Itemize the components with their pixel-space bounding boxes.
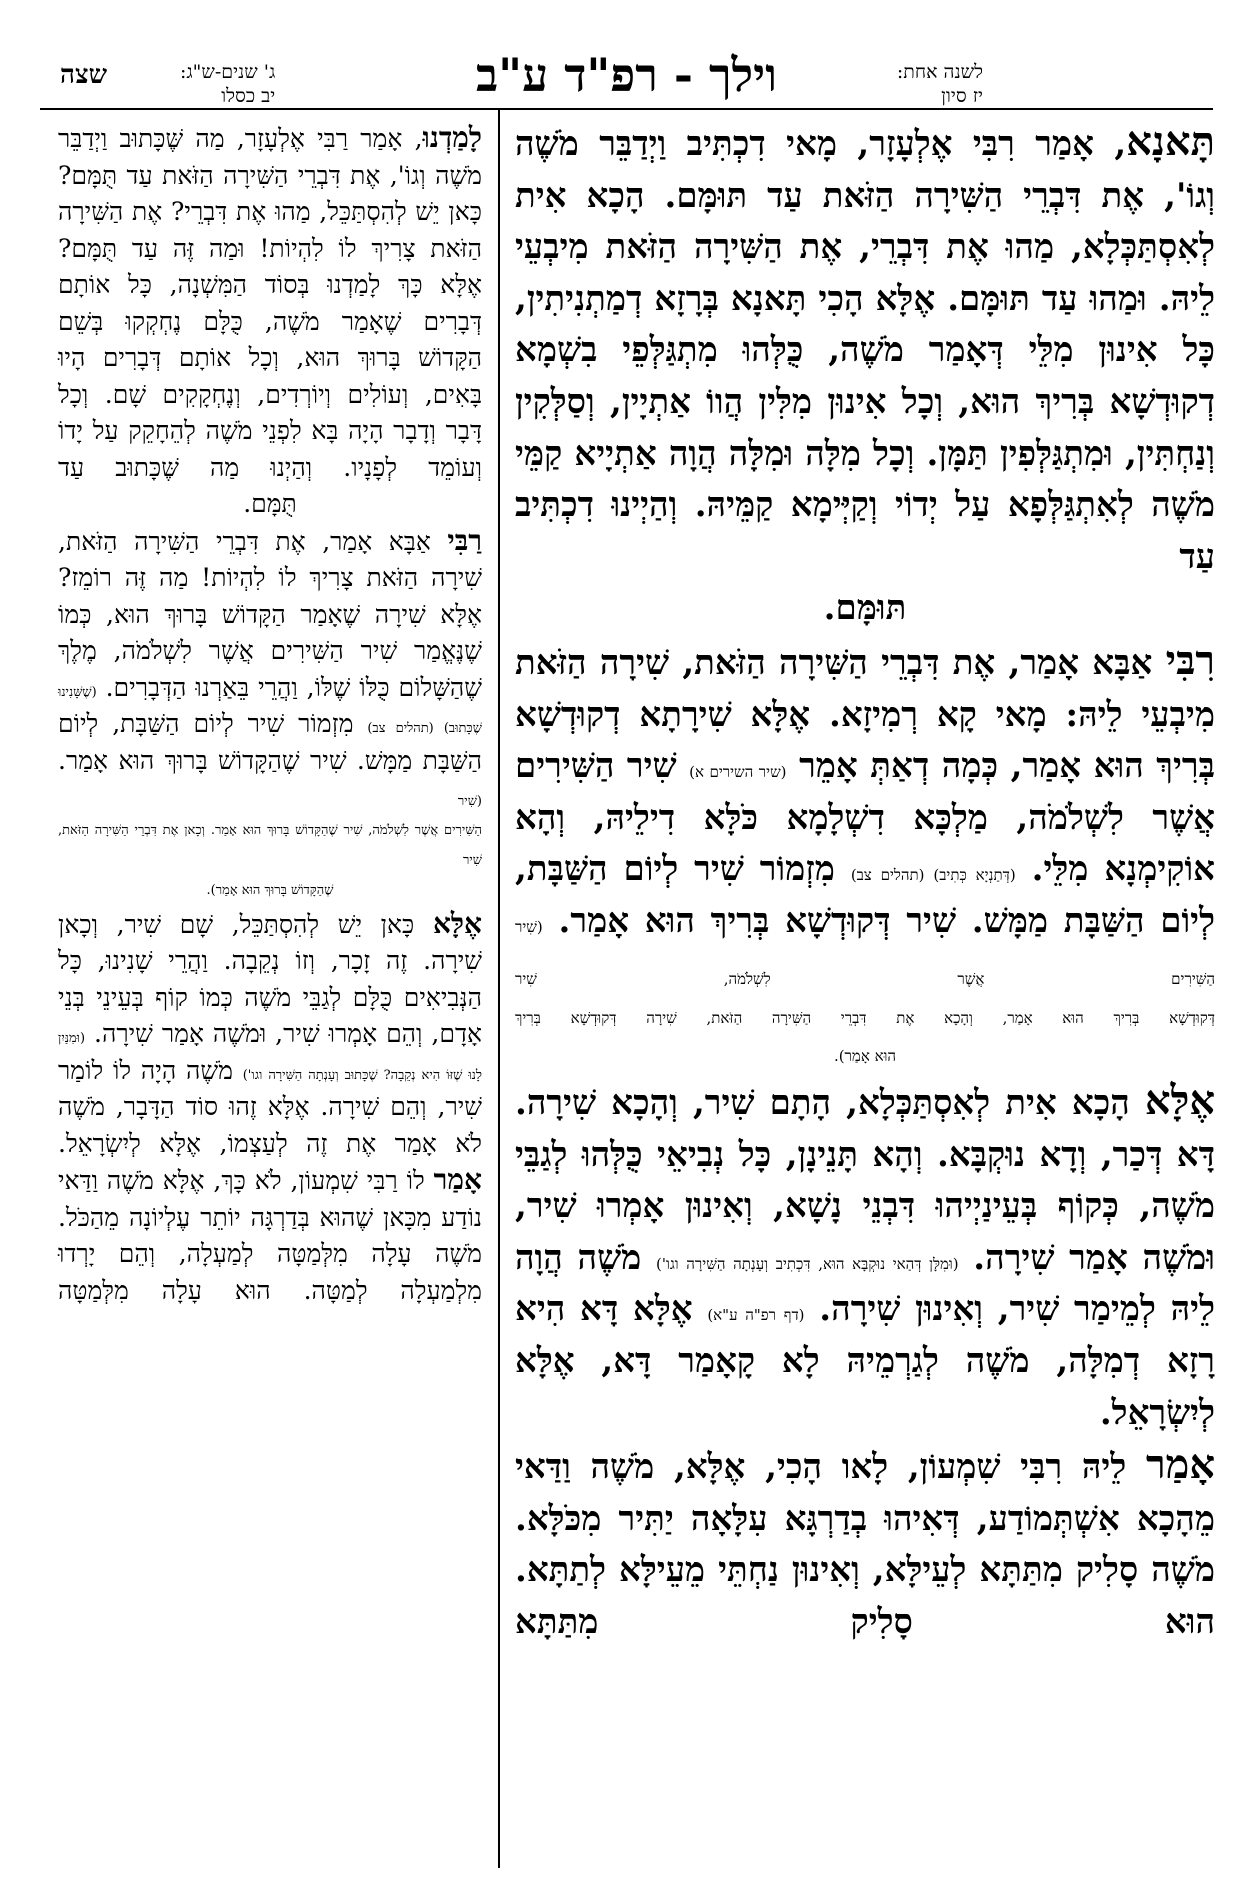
main-p2-opening-word: רִבִּי xyxy=(1165,636,1215,684)
main-p1-opening-word: תָּאנָא xyxy=(1126,118,1215,165)
side-p3-text-a: כָּאן יֵשׁ לְהִסְתַּכֵּל, שָׁם שִׁיר, וְכָאן שִׁירָה. זֶה זָכָר, וְזוֹ נְקֵבָה. וַהֲרֵי שָׁנִינוּ, כָּל הַנְּבִיאִים כֻּלָּם לְגַבֵּי מֹשֶׁה כְּמוֹ קוֹף בְּעֵינֵי בְּנֵי אָדָם, וְהֵם אָמְרוּ שִׁיר, וּמֹשֶׁה אָמַר שִׁירָה. xyxy=(58,909,482,1048)
column-divider xyxy=(498,108,500,1868)
side-p2-text-b: מִזְמוֹר שִׁיר לְיוֹם הַשַּׁבָּת, לְיוֹם הַשַּׁבָּת מַמָּשׁ. שִׁיר שֶׁהַקָּדוֹשׁ בָּרוּךְ הוּא אָמַר. xyxy=(58,709,482,775)
main-p3-reference-1: (וּמִלָּן דְּהַאי נוּקְבָּא הוּא, דִּכְתִיב וְעָנְתָה הַשִּׁירָה וגו') xyxy=(656,1254,959,1273)
side-p2-text-a: אַבָּא אָמַר, אֶת דִּבְרֵי הַשִּׁירָה הַזֹּאת, שִׁירָה הַזֹּאת צָרִיךְ לוֹ לִהְיוֹת! מַה זֶּה רוֹמֵז? אֶלָּא שִׁירָה שֶׁאָמַר הַקָּדוֹשׁ בָּרוּךְ הוּא, כְּמוֹ שֶׁנֶּאֱמַר שִׁיר הַשִּׁירִים אֲשֶׁר לִשְׁלֹמֹה, מֶלֶךְ שֶׁהַשָּׁלוֹם כֻּלּוֹ שֶׁלּוֹ, וַהֲרֵי בֵּאַרְנוּ הַדְּבָרִים. xyxy=(58,526,482,702)
side-p4-opening-word: אָמַר xyxy=(433,1163,482,1196)
main-column xyxy=(515,116,1215,1649)
header-left xyxy=(180,60,275,108)
main-paragraph-4 xyxy=(515,1439,1215,1648)
side-p2-reference-1: (שֶׁשָּׁנִינוּ שֶׁכָּתוּב) (תהלים צב) xyxy=(58,684,482,736)
side-p3-reference-1: (וּמִנַּיִן לָנוּ שֶׁזּוֹ הִיא נְקֵבָה? שֶׁכָּתוּב וְעָנְתָה הַשִּׁירָה וגו') xyxy=(58,1031,482,1083)
main-p3-text-b: מֹשֶׁה הֲוָה לֵיהּ לְמֵימַר שִׁיר, וְאִינוּן שִׁירָה. xyxy=(515,1237,1215,1330)
header-right-line2: יז סיון xyxy=(941,85,983,107)
header-right-line1: לשנה אחת: xyxy=(896,61,983,83)
main-p3-opening-word: אֶלָּא xyxy=(1144,1077,1215,1125)
main-p4-opening-word: אָמַר xyxy=(1145,1441,1215,1489)
main-paragraph-1 xyxy=(515,116,1215,583)
side-p2-opening-word: רַבִּי xyxy=(447,523,482,557)
side-paragraph-1 xyxy=(58,120,482,486)
side-paragraph-2 xyxy=(58,523,482,816)
main-p1-end: תּוּמָּם. xyxy=(823,588,907,629)
side-p2-note-end: שֶׁהַקָּדוֹשׁ בָּרוּךְ הוּא אָמַר). xyxy=(206,882,334,898)
header-rule xyxy=(40,108,1213,110)
header-left-line1: ג' שנים-ש"ג: xyxy=(180,61,276,83)
main-p2-reference-1: (שיר השירים א) xyxy=(689,763,787,782)
main-p2-reference-3: (שִׁיר הַשִּׁירִים אֲשֶׁר לִשְׁלֹמֹה, שִׁיר xyxy=(515,917,1215,988)
main-paragraph-2 xyxy=(515,635,1215,999)
page-title: וילך - רפ"ד ע"ב xyxy=(476,48,777,102)
side-p2-reference-2: (שִׁיר xyxy=(457,794,482,809)
header-left-line2: יב כסלו xyxy=(221,85,276,107)
main-p2-text-a: אַבָּא אָמַר, אֶת דִּבְרֵי הַשִּׁירָה הַזֹּאת, שִׁירָה הַזֹּאת מִיבְעֵי לֵיהּ: מָאי קָא רְמִיזָא. אֶלָּא שִׁירָתָא דְקוּדְשָׁא בְּרִיךְ הוּא אָמַר, כְּמָה דְאַתְּ אָמֵר xyxy=(515,642,1215,787)
main-p2-note: דְּקוּדְשָׁא בְּרִיךְ הוּא אָמַר, וְהָכָא אֶת דִּבְרֵי הַשִּׁירָה הַזֹּאת, שִׁירָה דְּקוּדְשָׁא בְּרִיךְ xyxy=(515,1009,1215,1028)
side-p3-opening-word: אֶלָּא xyxy=(432,906,482,940)
main-p2-text-c: מִזְמוֹר שִׁיר לְיוֹם הַשַּׁבָּת, לְיוֹם הַשַּׁבָּת מַמָּשׁ. שִׁיר דְּקוּדְשָׁא בְּרִיךְ הוּא אָמַר. xyxy=(515,849,1215,941)
main-p1-text: , אָמַר רִבִּי אֶלְעָזָר, מָאי דִכְתִּיב וַיְדַבֵּר מֹשֶׁה וְגוֹ', אֶת דִּבְרֵי הַשִּׁירָה הַזֹּאת עַד תּוּמָּם. הָכָא אִית לְאִסְתַּכְּלָא, מַהוּ אֶת דִּבְרֵי, אֶת הַשִּׁירָה הַזֹּאת מִיבְעֵי לֵיהּ. וּמַהוּ עַד תּוּמָּם. אֶלָּא הָכִי תָּאנָא בְּרָזָא דְמַתְנִיתִין, כָּל אִינוּן מִלֵּי דְּאָמַר מֹשֶׁה, כֻּלְּהוּ מִתְגַּלְּפֵי בִשְׁמָא דְקוּדְשָׁא בְּרִיךְ הוּא, וְכָל אִינוּן מִלִּין הֲווֹ אַתְיָין, וְסַלְּקִין וְנַחְתִּין, וּמִתְגַּלְּפִין תַּמָּן. וְכָל מִלָּה וּמִלָּה הֲוָה אַתְיָיא קַמֵּי מֹשֶׁה לְאִתְגַּלְּפָא עַל יְדוֹי וְקַיְּימָא קַמֵּיהּ. וְהַיְינוּ דִכְתִּיב עַד xyxy=(515,124,1215,577)
side-p1-end: תֻּמָּם. xyxy=(243,489,297,518)
main-p3-reference-2: (דף רפ"ה ע"א) xyxy=(707,1306,805,1325)
side-column xyxy=(58,120,482,1309)
main-paragraph-3 xyxy=(515,1075,1215,1439)
side-paragraph-3 xyxy=(58,906,482,1163)
main-p3-text-a: הָכָא אִית לְאִסְתַּכְּלָא, הָתָם שִׁיר, וְהָכָא שִׁירָה. דָּא דְּכַר, וְדָא נוּקְבָּא. וְהָא תָּנֵינָן, כָּל נְבִיאֵי כֻּלְּהוּ לְגַבֵּי מֹשֶׁה, כְּקוֹף בְּעֵינַיְיהוּ דִּבְנֵי נָשָׁא, וְאִינוּן אָמְרוּ שִׁיר, וּמֹשֶׁה אָמַר שִׁירָה. xyxy=(515,1083,1215,1278)
side-p4-text: לוֹ רַבִּי שִׁמְעוֹן, לֹא כָּךְ, אֶלָּא מֹשֶׁה וַדַּאי נוֹדַע מִכָּאן שֶׁהוּא בְּדַרְגָּה יוֹתֵר עֶלְיוֹנָה מֵהַכֹּל. מֹשֶׁה עָלָה מִלְּמַטָּה לְמַעְלָה, וְהֵם יָרְדוּ מִלְמַעְלָה לְמַטָּה. הוּא עָלָה מִלְּמַטָּה xyxy=(58,1166,482,1305)
main-p2-text-b: שִׁיר הַשִּׁירִים אֲשֶׁר לִשְׁלֹמֹה, מַלְכָּא דִשְׁלָמָא כֹּלָּא דִילֵיהּ, וְהָא אוֹקִימְנָא מִלֵּי. xyxy=(515,746,1216,890)
main-p3-text-c: אֶלָּא דָּא הִיא רָזָא דְמִלָּה, מֹשֶׁה לְגַרְמֵיהּ לָא קָאָמַר דָּא, אֶלָּא לְיִשְׂרָאֵל. xyxy=(515,1289,1215,1433)
side-p2-note: הַשִּׁירִים אֲשֶׁר לִשְׁלֹמֹה, שִׁיר שֶׁהַקָּדוֹשׁ בָּרוּךְ הוּא אָמַר. וְכָאן אֶת דִּבְרֵי הַשִּׁירָה הַזֹּאת, שִׁיר xyxy=(58,822,482,868)
page-number: שצה xyxy=(60,60,107,90)
side-p1-opening-word: לָמַדְנוּ xyxy=(422,121,482,154)
side-p3-text-b: מֹשֶׁה הָיָה לוֹ לוֹמַר שִׁיר, וְהֵם שִׁירָה. אֶלָּא זֶהוּ סוֹד הַדָּבָר, מֹשֶׁה לֹא אָמַר אֶת זֶה לְעַצְמוֹ, אֶלָּא לְיִשְׂרָאֵל. xyxy=(58,1055,482,1158)
main-p2-reference-2: (דְּתַנְיָא כְּתִיב) (תהלים צב) xyxy=(850,866,1016,885)
side-p1-text: , אָמַר רַבִּי אֶלְעָזָר, מַה שֶּׁכָּתוּב וַיְדַבֵּר מֹשֶׁה וְגוֹ', אֶת דִּבְרֵי הַשִּׁירָה הַזֹּאת עַד תֻּמָּם? כָּאן יֵשׁ לְהִסְתַּכֵּל, מַהוּ אֶת דִּבְרֵי? אֶת הַשִּׁירָה הַזֹּאת צָרִיךְ לוֹ לִהְיוֹת! וּמַה זֶּה עַד תֻּמָּם? אֶלָּא כָּךְ לָמַדְנוּ בְּסוֹד הַמִּשְׁנָה, כָּל אוֹתָם דְּבָרִים שֶׁאָמַר מֹשֶׁה, כֻּלָּם נֶחְקְקוּ בְּשֵׁם הַקָּדוֹשׁ בָּרוּךְ הוּא, וְכָל אוֹתָם דְּבָרִים הָיוּ בָּאִים, וְעוֹלִים וְיוֹרְדִים, וְנֶחְקָקִים שָׁם. וְכָל דָּבָר וְדָבָר הָיָה בָּא לִפְנֵי מֹשֶׁה לְהֵחָקֵק עַל יָדוֹ וְעוֹמֵד לְפָנָיו. וְהַיְנוּ מַה שֶּׁכָּתוּב עַד xyxy=(58,124,482,482)
side-paragraph-4 xyxy=(58,1162,482,1309)
main-p2-note-end: הוּא אָמַר). xyxy=(833,1047,897,1066)
main-p4-text: לֵיהּ רִבִּי שִׁמְעוֹן, לָאו הָכִי, אֶלָּא, מֹשֶׁה וַדַּאי מֵהָכָא אִשְׁתְּמוֹדַע, דְּאִיהוּ בְדַרְגָּא עִלָּאָה יַתִּיר מִכֹּלָּא. מֹשֶׁה סָלִיק מִתַּתָּא לְעֵילָּא, וְאִינוּן נַחְתֵּי מֵעֵילָּא לְתַתָּא. הוּא סָלִיק מִתַּתָּא xyxy=(515,1447,1215,1643)
